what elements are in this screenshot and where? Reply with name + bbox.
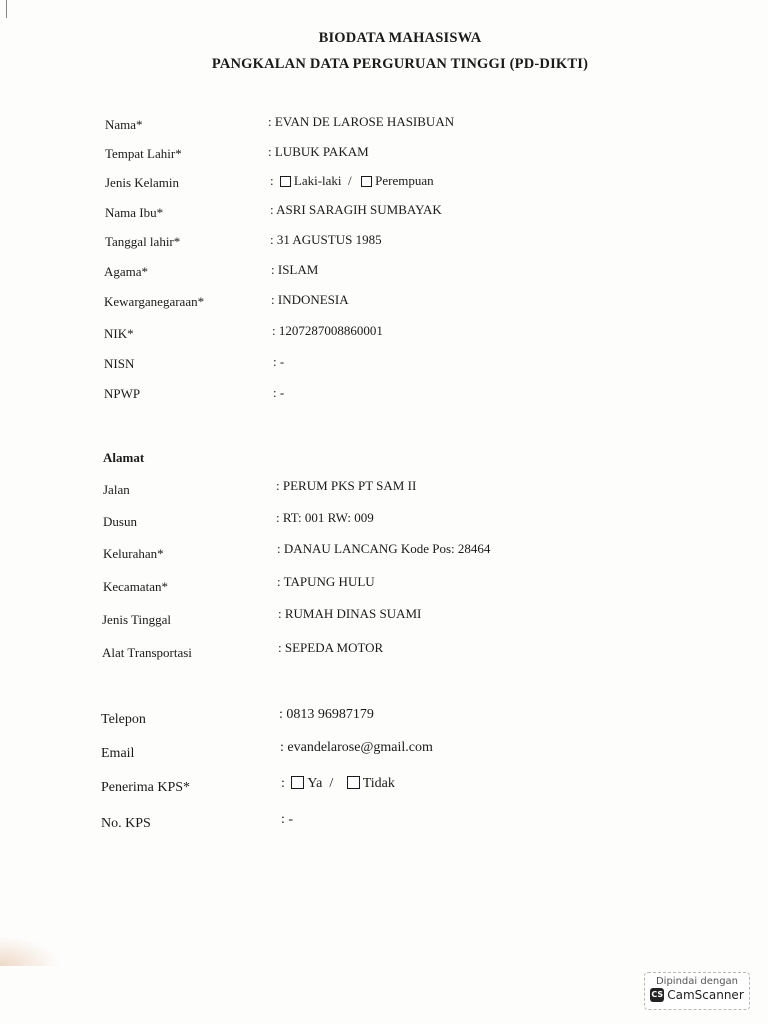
kecamatan-value: : TAPUNG HULU (277, 574, 375, 589)
laki-laki-checkbox[interactable] (280, 176, 291, 187)
perempuan-checkbox[interactable] (361, 176, 372, 187)
email-label: Email (101, 746, 135, 761)
jalan-value: : PERUM PKS PT SAM II (276, 478, 417, 493)
camscanner-logo-icon: CS (650, 988, 664, 1002)
nama-label: Nama* (105, 117, 143, 132)
document-subtitle: PANGKALAN DATA PERGURUAN TINGGI (PD-DIKTI) (211, 56, 589, 72)
nik-value: : 1207287008860001 (272, 323, 383, 338)
tempat-lahir-label: Tempat Lahir* (105, 146, 182, 161)
tanggal-lahir-value: : 31 AGUSTUS 1985 (270, 232, 382, 247)
jenis-tinggal-value: : RUMAH DINAS SUAMI (278, 606, 422, 621)
jenis-kelamin-value (270, 173, 434, 189)
alat-transportasi-label: Alat Transportasi (102, 645, 192, 660)
penerima-kps-value (281, 776, 395, 792)
kps-tidak-label: Tidak (362, 776, 395, 791)
jenis-kelamin-label: Jenis Kelamin (105, 175, 180, 190)
nama-ibu-value: : ASRI SARAGIH SUMBAYAK (270, 202, 442, 217)
agama-value: : ISLAM (271, 262, 319, 277)
email-value: : evandelarose@gmail.com (280, 740, 433, 755)
watermark-brand (649, 988, 745, 1002)
nisn-label: NISN (104, 356, 135, 371)
jenis-tinggal-label: Jenis Tinggal (102, 612, 171, 627)
alat-transportasi-value: : SEPEDA MOTOR (278, 640, 384, 655)
dusun-value: : RT: 001 RW: 009 (276, 510, 374, 525)
agama-label: Agama* (104, 264, 149, 279)
npwp-value: : - (273, 385, 285, 400)
gender-separator: / (348, 173, 352, 188)
nisn-value: : - (273, 354, 285, 369)
scan-edge-mark (6, 0, 7, 18)
kps-ya-label: Ya (307, 776, 323, 791)
kecamatan-label: Kecamatan* (103, 579, 168, 594)
kps-tidak-checkbox[interactable] (347, 776, 360, 789)
dusun-label: Dusun (103, 514, 137, 529)
nik-label: NIK* (104, 326, 134, 341)
penerima-kps-label: Penerima KPS* (101, 780, 191, 795)
no-kps-label: No. KPS (101, 816, 151, 831)
kelurahan-label: Kelurahan* (103, 546, 164, 561)
jalan-label: Jalan (103, 482, 130, 497)
watermark-brand-name: CamScanner (667, 988, 744, 1002)
perempuan-label: Perempuan (375, 173, 434, 188)
kewarganegaraan-value: : INDONESIA (271, 292, 349, 307)
tanggal-lahir-label: Tanggal lahir* (105, 234, 181, 249)
telepon-label: Telepon (101, 712, 146, 727)
kelurahan-value: : DANAU LANCANG Kode Pos: 28464 (277, 541, 491, 556)
nama-ibu-label: Nama Ibu* (105, 205, 164, 220)
alamat-heading: Alamat (103, 450, 145, 465)
watermark-caption: Dipindai dengan (655, 976, 739, 987)
laki-laki-label: Laki-laki (293, 173, 342, 188)
nama-value: : EVAN DE LAROSE HASIBUAN (268, 114, 455, 129)
scan-shadow (0, 936, 60, 966)
camscanner-watermark (644, 972, 750, 1010)
kps-colon: : (281, 776, 285, 791)
kps-separator: / (329, 776, 334, 791)
jenis-kelamin-colon: : (270, 173, 274, 188)
npwp-label: NPWP (104, 386, 141, 401)
telepon-value: : 0813 96987179 (279, 707, 374, 722)
tempat-lahir-value: : LUBUK PAKAM (268, 144, 369, 159)
no-kps-value: : - (281, 812, 294, 827)
kps-ya-checkbox[interactable] (291, 776, 304, 789)
document-title: BIODATA MAHASISWA (318, 30, 482, 46)
kewarganegaraan-label: Kewarganegaraan* (104, 294, 205, 309)
